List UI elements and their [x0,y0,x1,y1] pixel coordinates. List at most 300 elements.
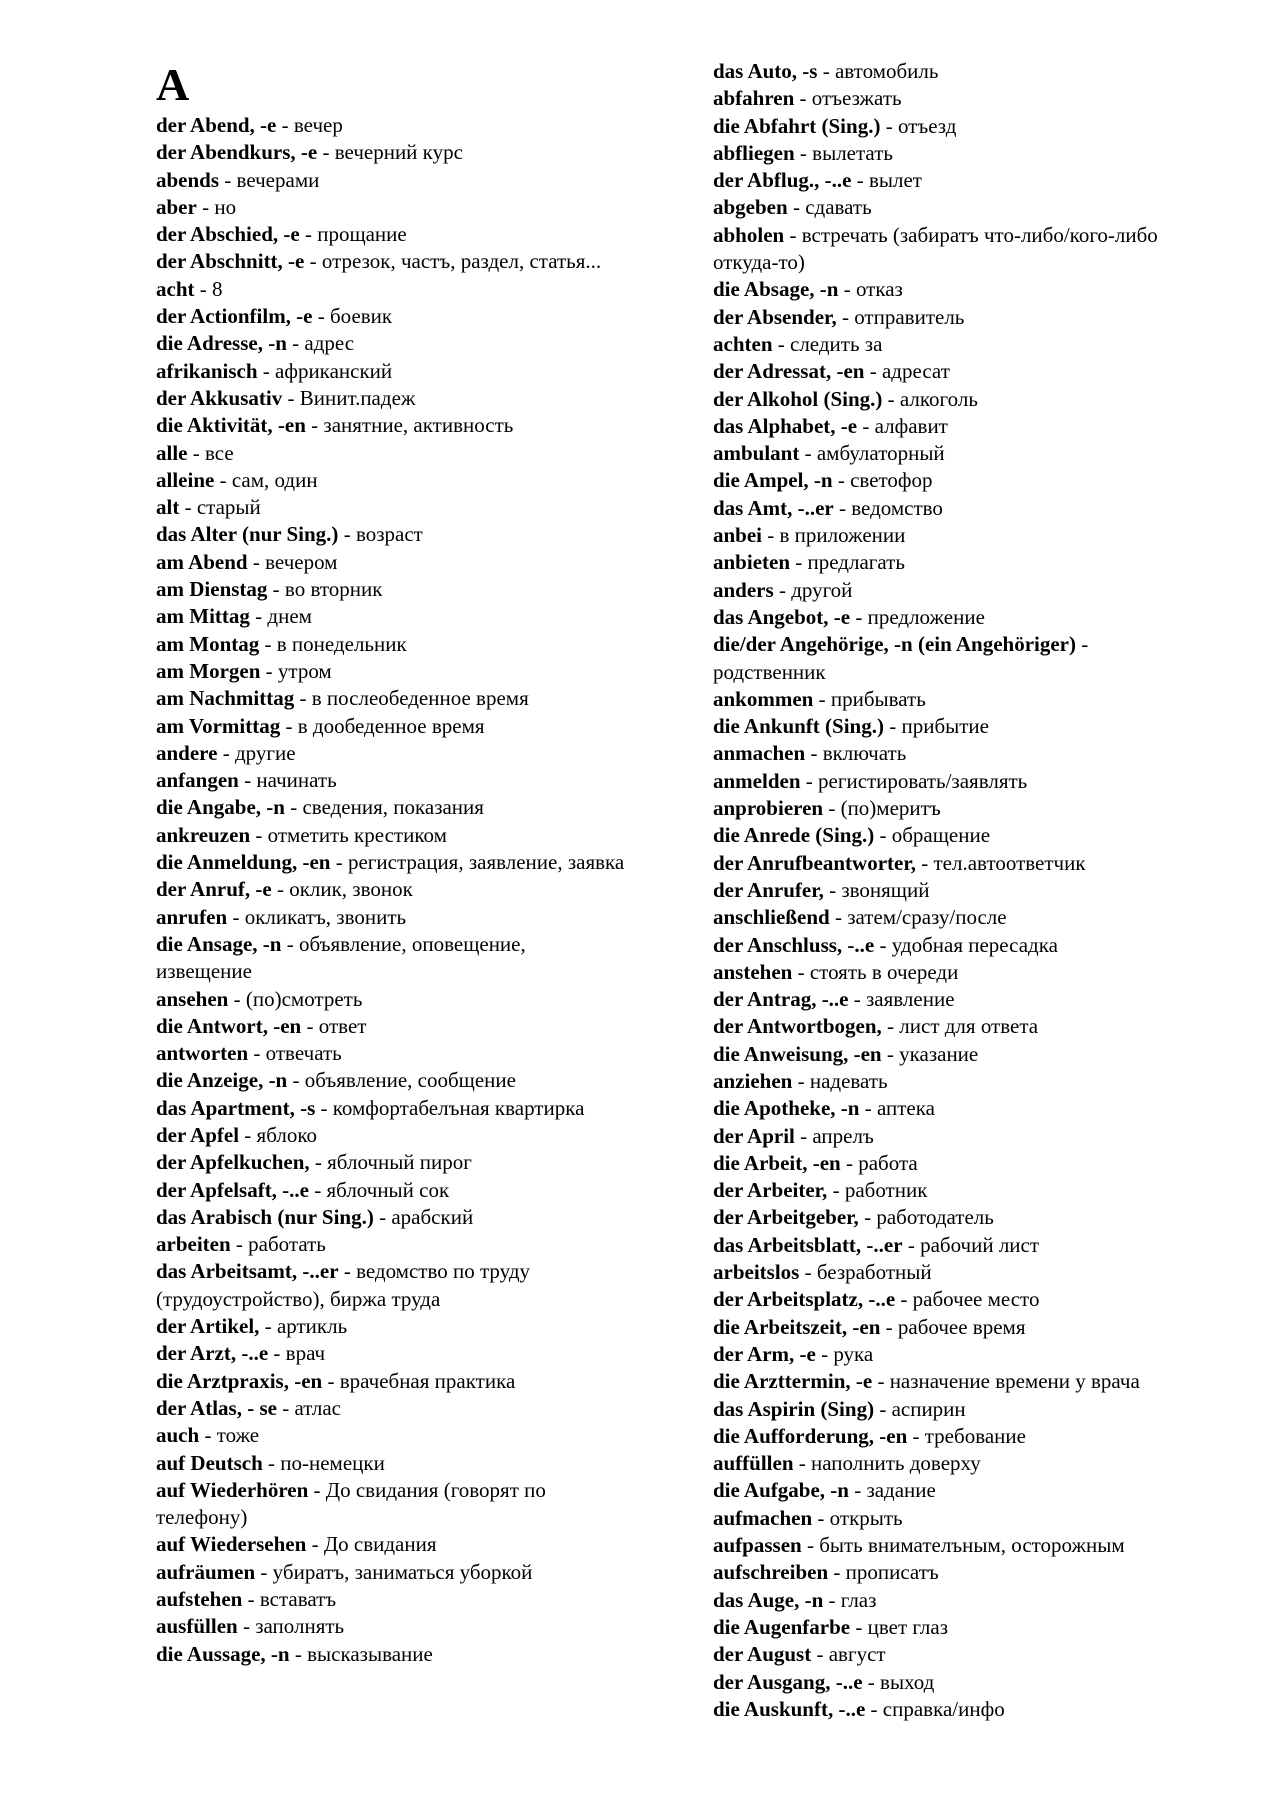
entry-term: die Anweisung, -en [713,1041,882,1066]
entry-translation: по-немецки [280,1450,385,1475]
dictionary-entry: am Mittag - днем [156,604,312,629]
entry-term: anziehen [713,1068,793,1093]
dictionary-entry: aufräumen - убиратъ, заниматься уборкой [156,1559,533,1584]
entry-translation: регистрация, заявление, заявка [347,850,625,875]
entry-translation: предложение [867,604,985,629]
entry-term: auf Wiedersehen [156,1532,307,1557]
entry-term: anprobieren [713,796,824,821]
entry-translation: африканский [275,358,393,383]
entry-term: abends [156,167,220,192]
entry-translation: алфавит [874,413,948,438]
entry-term: der Arbeiter, [713,1178,828,1203]
entry-term: am Montag [156,631,260,656]
section-letter: A [156,59,190,110]
entry-term: das Arbeitsamt, -..er [156,1259,339,1284]
dictionary-entry: der August - август [713,1642,886,1667]
entry-term: der Antwortbogen, [713,1014,882,1039]
entry-translation: регистировать/заявлять [818,768,1028,793]
dictionary-entry: die Aktivität, -en - занятние, активность [156,413,514,438]
entry-translation: вечер [293,113,343,137]
dictionary-entry: anschließend - затем/сразу/после [713,905,1007,930]
entry-translation: работать [248,1232,326,1257]
entry-translation: отметить крестиком [267,822,447,847]
entry-term: der Akkusativ [156,385,283,410]
entry-term: die Ankunft (Sing.) [713,714,884,739]
entry-translation: затем/сразу/после [847,905,1007,930]
entry-translation: апрелъ [812,1123,874,1148]
dictionary-entry: die Arztpraxis, -en - врачебная практика [156,1368,516,1393]
dictionary-entry: der Alkohol (Sing.) - алкоголь [713,386,978,411]
dictionary-entry: der Anschluss, -..e - удобная пересадка [713,932,1058,957]
dictionary-entry: das Alphabet, -e - алфавит [713,413,948,438]
dictionary-entry: die Anzeige, -n - объявление, сообщение [156,1068,516,1093]
left-column [156,58,626,1668]
dictionary-entry: abfliegen - вылетать [713,140,893,165]
entry-translation: высказывание [307,1641,433,1666]
entry-term: der Abschied, -e [156,222,300,247]
entry-translation: в дообеденное время [297,713,485,738]
entry-term: die Arbeit, -en [713,1150,841,1175]
entry-translation: вылет [868,168,922,193]
entry-translation: глаз [840,1587,877,1612]
entry-translation: задание [866,1478,936,1503]
right-column [713,58,1183,1723]
entry-term: der Apfelsaft, -..e [156,1177,309,1202]
entry-term: am Vormittag [156,713,281,738]
dictionary-entry: der Abflug., -..e - вылет [713,168,922,193]
entry-translation: утром [277,658,332,683]
entry-term: der Artikel, [156,1314,260,1339]
left-entry-list [156,112,626,1668]
entry-translation: боевик [330,304,393,329]
entry-translation: (по)смотреть [245,986,363,1011]
entry-term: das Arbeitsblatt, -..er [713,1232,903,1257]
dictionary-entry: die Aussage, -n - высказывание [156,1641,433,1666]
entry-term: der Ausgang, -..e [713,1669,863,1694]
entry-term: anfangen [156,768,239,793]
dictionary-entry: die Anmeldung, -en - регистрация, заявление, заявка [156,850,625,875]
entry-translation: рабочее место [912,1287,1040,1312]
entry-translation: светофор [850,468,933,493]
entry-term: anders [713,577,774,602]
entry-translation: сам, один [231,467,318,492]
dictionary-entry: achten - следить за [713,331,883,356]
entry-term: aber [156,194,197,219]
entry-term: das Apartment, -s [156,1095,316,1120]
entry-term: der Absender, [713,304,837,329]
dictionary-entry: antworten - отвечать [156,1041,342,1066]
entry-term: die Absage, -n [713,277,839,302]
entry-translation: наполнить доверху [811,1451,981,1476]
entry-term: das Angebot, -e [713,604,851,629]
entry-translation: убиратъ, заниматься уборкой [272,1559,533,1584]
entry-term: der Adressat, -en [713,359,865,384]
entry-term: am Mittag [156,604,250,629]
dictionary-entry: anders - другой [713,577,853,602]
entry-translation: днем [267,604,312,629]
dictionary-entry: abfahren - отъезжать [713,86,902,111]
entry-term: das Auge, -n [713,1587,824,1612]
dictionary-entry: der Arbeitgeber, - работодатель [713,1205,994,1230]
entry-term: der Arm, -e [713,1341,816,1366]
entry-term: alle [156,440,188,465]
entry-translation: указание [899,1041,979,1066]
entry-translation: надевать [809,1068,888,1093]
entry-translation: вылетать [812,140,893,165]
entry-term: acht [156,276,195,301]
dictionary-entry: anmachen - включать [713,741,907,766]
entry-term: der Abend, -e [156,113,277,137]
entry-translation: врачебная практика [339,1368,516,1393]
entry-term: aufschreiben [713,1560,829,1585]
dictionary-entry: das Amt, -..er - ведомство [713,495,943,520]
entry-translation: объявление, сообщение [304,1068,516,1093]
entry-translation: До свидания (говорят по телефону) [156,1477,546,1530]
entry-translation: прибытие [901,714,989,739]
dictionary-entry: alt - старый [156,495,261,520]
dictionary-entry: auf Deutsch - по-немецки [156,1450,385,1475]
entry-term: abholen [713,222,785,247]
entry-translation: ведомство по труду (трудоустройство), биржа труда [156,1259,530,1311]
dictionary-entry: die/der Angehörige, -n (ein Angehöriger) - родственник [713,632,1089,684]
entry-term: das Auto, -s [713,59,818,83]
dictionary-entry: die Ampel, -n - светофор [713,468,933,493]
entry-term: andere [156,740,218,765]
entry-term: aufmachen [713,1505,813,1530]
entry-term: der Anschluss, -..e [713,932,875,957]
entry-term: afrikanisch [156,358,258,383]
dictionary-entry: die Auskunft, -..e - справка/инфо [713,1696,1005,1721]
dictionary-entry: die Angabe, -n - сведения, показания [156,795,484,820]
entry-translation: лист для ответа [899,1014,1039,1039]
dictionary-entry: der Arm, -e - рука [713,1341,874,1366]
dictionary-entry: anprobieren - (по)меритъ [713,796,941,821]
entry-translation: требование [924,1423,1026,1448]
entry-term: anstehen [713,959,793,984]
dictionary-entry: abgeben - сдавать [713,195,872,220]
entry-translation: окликатъ, звонить [244,904,407,929]
entry-term: arbeiten [156,1232,231,1257]
dictionary-entry: die Anweisung, -en - указание [713,1041,979,1066]
dictionary-entry: auch - тоже [156,1423,260,1448]
entry-translation: но [214,194,237,219]
entry-term: auffüllen [713,1451,794,1476]
entry-translation: другой [791,577,853,602]
dictionary-entry: anmelden - регистировать/заявлять [713,768,1028,793]
entry-translation: отъезд [897,113,957,138]
entry-translation: (по)меритъ [840,796,941,821]
dictionary-entry: die Arzttermin, -e - назначение времени у врача [713,1369,1140,1394]
dictionary-entry: auf Wiederhören - До свидания (говорят по телефону) [156,1477,546,1530]
dictionary-entry: abends - вечерами [156,167,320,192]
entry-translation: в приложении [779,523,906,548]
entry-translation: ведомство [851,495,943,520]
dictionary-entry: anziehen - надевать [713,1068,888,1093]
dictionary-entry: alle - все [156,440,234,465]
entry-translation: аптека [876,1096,935,1121]
entry-translation: яблочный сок [326,1177,450,1202]
entry-term: der Antrag, -..e [713,987,849,1012]
entry-translation: заполнять [255,1614,345,1639]
dictionary-entry: der Anrufer, - звонящий [713,877,930,902]
entry-term: die Ansage, -n [156,931,282,956]
entry-translation: старый [196,495,261,520]
dictionary-entry: der Atlas, - se - атлас [156,1395,341,1420]
entry-term: der Arzt, -..e [156,1341,269,1366]
entry-term: der Alkohol (Sing.) [713,386,883,411]
entry-term: die/der Angehörige, -n (ein Angehöriger) [713,632,1076,657]
entry-translation: аспирин [891,1396,966,1421]
entry-term: die Apotheke, -n [713,1096,860,1121]
entry-translation: следить за [790,331,883,356]
entry-term: aufpassen [713,1533,802,1558]
dictionary-entry: das Auge, -n - глаз [713,1587,877,1612]
entry-translation: открыть [829,1505,903,1530]
entry-translation: цвет глаз [867,1614,949,1639]
entry-term: der August [713,1642,812,1667]
entry-translation: назначение времени у врача [889,1369,1140,1394]
entry-translation: звонящий [841,877,930,902]
entry-term: auch [156,1423,200,1448]
dictionary-entry: der Anrufbeantworter, - тел.автоответчик [713,850,1086,875]
dictionary-entry: der Ausgang, -..e - выход [713,1669,935,1694]
entry-translation: прописатъ [845,1560,939,1585]
dictionary-entry: der Artikel, - артикль [156,1314,348,1339]
entry-translation: обращение [891,823,991,848]
dictionary-entry: arbeitslos - безработный [713,1260,932,1285]
entry-term: anmelden [713,768,801,793]
entry-translation: яблочный пирог [327,1150,472,1175]
entry-translation: объявление, оповещение, извещение [156,931,526,984]
entry-term: die Anzeige, -n [156,1068,288,1093]
entry-translation: вечерний курс [334,140,463,165]
dictionary-entry: ambulant - амбулаторный [713,441,945,466]
dictionary-entry: das Auto, -s - автомобиль [713,59,939,83]
dictionary-entry: die Anrede (Sing.) - обращение [713,823,991,848]
entry-term: der Anrufbeantworter, [713,850,916,875]
entry-translation: атлас [294,1395,341,1420]
entry-translation: тел.автоответчик [933,850,1086,875]
dictionary-entry: auf Wiedersehen - До свидания [156,1532,437,1557]
dictionary-entry: anbieten - предлагать [713,550,905,575]
dictionary-entry: die Augenfarbe - цвет глаз [713,1614,949,1639]
dictionary-entry: acht - 8 [156,276,223,301]
entry-term: die Angabe, -n [156,795,285,820]
dictionary-entry: anfangen - начинать [156,768,337,793]
entry-term: die Augenfarbe [713,1614,851,1639]
dictionary-entry: am Dienstag - во вторник [156,577,383,602]
entry-translation: адресат [881,359,950,384]
entry-translation: рабочий лист [920,1232,1040,1257]
dictionary-entry: das Alter (nur Sing.) - возраст [156,522,423,547]
entry-translation: работник [844,1178,928,1203]
entry-term: der Atlas, - se [156,1395,277,1420]
entry-term: der Abflug., -..e [713,168,852,193]
entry-term: anbieten [713,550,791,575]
entry-translation: Винит.падеж [299,385,416,410]
entry-translation: сведения, показания [302,795,484,820]
entry-translation: в послеобеденное время [311,686,529,711]
entry-translation: артикль [276,1314,348,1339]
dictionary-entry: der Antrag, -..e - заявление [713,987,955,1012]
entry-translation: вечерами [236,167,320,192]
entry-term: anrufen [156,904,228,929]
entry-term: der Arbeitsplatz, -..e [713,1287,896,1312]
entry-translation: адрес [304,331,355,356]
dictionary-entry: am Morgen - утром [156,658,332,683]
entry-term: der Anruf, -e [156,877,272,902]
dictionary-entry: ausfüllen - заполнять [156,1614,345,1639]
dictionary-entry: die Adresse, -n - адрес [156,331,355,356]
dictionary-entry: anbei - в приложении [713,523,906,548]
entry-translation: безработный [816,1260,932,1285]
dictionary-entry: das Angebot, -e - предложение [713,604,985,629]
dictionary-entry: arbeiten - работать [156,1232,326,1257]
dictionary-entry: anstehen - стоять в очереди [713,959,959,984]
entry-term: am Abend [156,549,248,574]
dictionary-entry: anrufen - окликатъ, звонить [156,904,407,929]
entry-translation: начинать [256,768,337,793]
entry-term: am Morgen [156,658,261,683]
entry-translation: отказ [855,277,903,302]
entry-term: ansehen [156,986,229,1011]
dictionary-entry: aufmachen - открыть [713,1505,903,1530]
entry-translation: все [205,440,234,465]
entry-translation: рука [833,1341,874,1366]
entry-term: das Amt, -..er [713,495,834,520]
dictionary-entry: das Arbeitsamt, -..er - ведомство по труду (трудоустройство), биржа труда [156,1259,530,1311]
entry-translation: вставатъ [259,1587,337,1612]
dictionary-entry: die Abfahrt (Sing.) - отъезд [713,113,957,138]
entry-translation: рабочее время [897,1314,1026,1339]
entry-term: anschließend [713,905,830,930]
entry-translation: родственник [713,659,826,684]
entry-term: die Arzttermin, -e [713,1369,873,1394]
dictionary-entry: aufschreiben - прописатъ [713,1560,939,1585]
entry-term: die Aussage, -n [156,1641,290,1666]
entry-term: alt [156,495,180,520]
entry-translation: август [828,1642,886,1667]
entry-translation: встречать (забиратъ что-либо/кого-либо откуда-то) [713,222,1158,275]
dictionary-entry: das Aspirin (Sing) - аспирин [713,1396,966,1421]
entry-translation: удобная пересадка [891,932,1058,957]
entry-translation: ответ [318,1013,367,1038]
entry-translation: стоять в очереди [809,959,959,984]
entry-term: die Auskunft, -..e [713,1696,866,1721]
dictionary-entry: am Vormittag - в дообеденное время [156,713,485,738]
entry-term: antworten [156,1041,249,1066]
entry-translation: яблоко [256,1122,317,1147]
entry-term: die Ampel, -n [713,468,833,493]
entry-translation: 8 [212,276,223,301]
dictionary-entry: der Apfelkuchen, - яблочный пирог [156,1150,472,1175]
entry-translation: До свидания [323,1532,437,1557]
entry-translation: в понедельник [276,631,407,656]
entry-translation: во вторник [284,577,383,602]
entry-term: das Alter (nur Sing.) [156,522,339,547]
entry-translation: предлагать [807,550,905,575]
dictionary-entry: die Antwort, -en - ответ [156,1013,367,1038]
dictionary-entry: der Antwortbogen, - лист для ответа [713,1014,1039,1039]
dictionary-entry: der Actionfilm, -e - боевик [156,304,393,329]
dictionary-entry: ankommen - прибывать [713,686,926,711]
entry-term: der Arbeitgeber, [713,1205,859,1230]
entry-term: die Aufgabe, -n [713,1478,849,1503]
dictionary-entry: der Abendkurs, -e - вечерний курс [156,140,463,165]
entry-term: der Abschnitt, -e [156,249,305,274]
entry-translation: вечером [265,549,338,574]
entry-term: arbeitslos [713,1260,800,1285]
entry-term: ankreuzen [156,822,251,847]
entry-translation: занятние, активность [323,413,514,438]
entry-translation: врач [285,1341,326,1366]
entry-translation: справка/инфо [882,1696,1005,1721]
entry-translation: отвечать [265,1041,342,1066]
entry-translation: работа [858,1150,918,1175]
entry-term: aufstehen [156,1587,243,1612]
entry-translation: выход [880,1669,935,1694]
entry-term: der Anrufer, [713,877,824,902]
dictionary-entry: am Abend - вечером [156,549,338,574]
entry-translation: возраст [355,522,423,547]
entry-term: aufräumen [156,1559,256,1584]
dictionary-entry: ansehen - (по)смотреть [156,986,363,1011]
entry-translation: включать [822,741,907,766]
entry-term: achten [713,331,773,356]
dictionary-entry: aufstehen - вставатъ [156,1587,337,1612]
dictionary-entry: die Aufgabe, -n - задание [713,1478,936,1503]
dictionary-entry: der Apfel - яблоко [156,1122,317,1147]
dictionary-entry: der Arbeiter, - работник [713,1178,928,1203]
dictionary-entry: der Apfelsaft, -..e - яблочный сок [156,1177,450,1202]
entry-term: die Anrede (Sing.) [713,823,875,848]
dictionary-entry: der Anruf, -e - оклик, звонок [156,877,413,902]
dictionary-entry: am Montag - в понедельник [156,631,407,656]
dictionary-entry: die Apotheke, -n - аптека [713,1096,935,1121]
entry-term: auf Deutsch [156,1450,263,1475]
entry-term: am Dienstag [156,577,268,602]
entry-translation: прощание [317,222,407,247]
entry-translation: отрезок, частъ, раздел, статья... [321,249,602,274]
dictionary-entry: der Adressat, -en - адресат [713,359,950,384]
entry-term: auf Wiederhören [156,1477,309,1502]
dictionary-entry: der April - апрелъ [713,1123,874,1148]
entry-translation: прибывать [830,686,926,711]
entry-term: das Aspirin (Sing) [713,1396,875,1421]
dictionary-entry: am Nachmittag - в послеобеденное время [156,686,529,711]
entry-translation: отъезжать [811,86,902,111]
dictionary-entry: das Apartment, -s - комфортабелъная квартирка [156,1095,585,1120]
dictionary-entry: die Ankunft (Sing.) - прибытие [713,714,989,739]
entry-term: der Actionfilm, -e [156,304,313,329]
entry-translation: другие [234,740,296,765]
entry-translation: амбулаторный [816,441,945,466]
entry-translation: быть внимателъным, осторожным [819,1533,1125,1558]
dictionary-entry: die Absage, -n - отказ [713,277,903,302]
entry-term: das Alphabet, -e [713,413,858,438]
entry-term: das Arabisch (nur Sing.) [156,1204,374,1229]
entry-translation: оклик, звонок [289,877,413,902]
entry-term: die Aufforderung, -en [713,1423,908,1448]
entry-term: die Adresse, -n [156,331,287,356]
entry-term: anbei [713,523,763,548]
entry-term: abfliegen [713,140,795,165]
entry-term: der Apfel [156,1122,240,1147]
entry-term: abfahren [713,86,795,111]
entry-term: der Abendkurs, -e [156,140,318,165]
entry-term: ankommen [713,686,814,711]
entry-term: die Aktivität, -en [156,413,306,438]
